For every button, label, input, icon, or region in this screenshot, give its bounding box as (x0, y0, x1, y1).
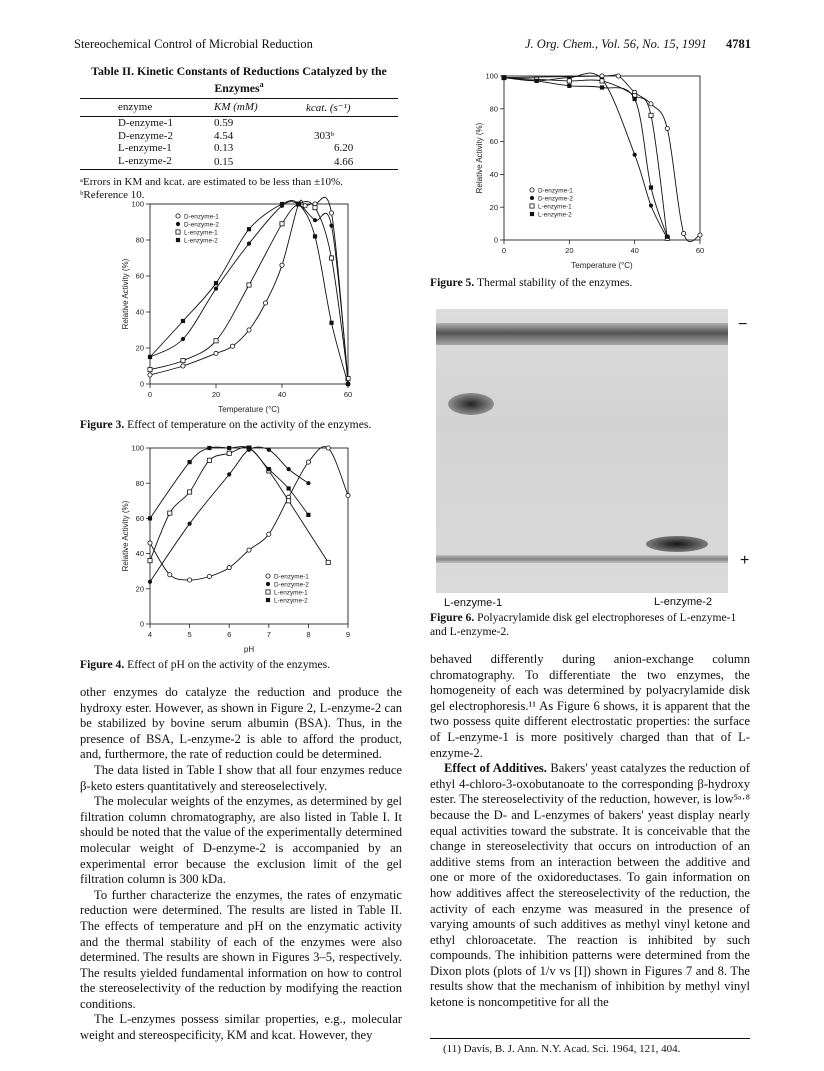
right-column-text (430, 652, 750, 1011)
gel-minus-sign: − (738, 316, 748, 333)
figure-4-caption: Figure 4. Effect of pH on the activity of the enzymes. (80, 658, 331, 671)
table-row (80, 142, 398, 155)
gel-band-l-enzyme-2 (646, 536, 708, 552)
data-point (267, 467, 271, 471)
cell-kcat: 4.66 (334, 155, 354, 168)
data-point (600, 85, 604, 89)
running-title: Stereochemical Control of Microbial Reduction (74, 37, 313, 51)
legend-label: D-enzyme-1 (538, 187, 573, 195)
paragraph: The molecular weights of the enzymes, as determined by gel filtration column chromatography, are also listed in Table I. It should be noted that the value of the experimentally determined molecular weight of D-enzyme-2 is accompanied by an experimental error because the exclusion limit of the gel filtration column is 300 kDa. (80, 794, 402, 887)
figure-6-caption: Figure 6. Polyacrylamide disk gel electrophoreses of L-enzyme-1 and L-enzyme-2. (430, 611, 737, 638)
gel-plus-sign: + (740, 552, 750, 569)
series-line-l-enzyme-2 (504, 78, 667, 237)
legend-marker (176, 222, 180, 226)
y-tick-label: 60 (135, 514, 144, 523)
legend-marker (266, 582, 270, 586)
y-tick-label: 80 (489, 104, 498, 114)
data-point (346, 382, 350, 386)
chart-legend (266, 573, 309, 604)
table-title: Table II. Kinetic Constants of Reductions Catalyzed by the Enzymes$^a$ (91, 64, 387, 95)
legend-marker (266, 598, 270, 602)
figure-4-chart (118, 440, 368, 660)
data-point (168, 573, 172, 577)
gel-top-band (436, 323, 728, 345)
data-point (214, 339, 218, 343)
cell-kcat: 303ᵇ (314, 129, 334, 142)
data-point (326, 446, 330, 450)
plot-frame (150, 448, 348, 624)
data-point (633, 153, 637, 157)
data-point (227, 446, 231, 450)
data-point (263, 301, 267, 305)
x-tick-label: 60 (343, 390, 353, 399)
legend-label: L-enzyme-1 (274, 589, 308, 597)
gel-bottom-band (436, 555, 728, 563)
data-point (247, 242, 251, 246)
y-tick-label: 60 (489, 137, 498, 147)
data-point (214, 281, 218, 285)
y-tick-label: 40 (135, 307, 144, 317)
data-point (247, 227, 251, 231)
series-line-d-enzyme-1 (504, 75, 700, 242)
paragraph-additives (430, 761, 750, 1011)
cell-kcat: 6.20 (334, 142, 354, 155)
data-point (649, 113, 653, 117)
x-tick-label: 4 (147, 630, 153, 639)
x-tick-label: 7 (266, 630, 271, 639)
legend-marker (530, 188, 534, 192)
y-axis-label: Relative Activity (%) (121, 500, 130, 572)
y-tick-label: 40 (135, 549, 144, 559)
data-point (329, 224, 333, 228)
x-tick-label: 40 (277, 390, 287, 399)
legend-label: L-enzyme-2 (184, 237, 218, 245)
data-point (188, 460, 192, 464)
data-point (280, 263, 284, 267)
section-heading: Effect of Additives. (444, 761, 547, 776)
x-tick-label: 40 (630, 246, 639, 255)
legend-label: D-enzyme-2 (184, 221, 219, 229)
data-point (326, 560, 330, 564)
x-axis-label: Temperature (°C) (218, 405, 280, 414)
data-point (168, 511, 172, 515)
cell-enzyme: L-enzyme-1 (118, 142, 172, 155)
col-header-kcat: kcat. (s⁻¹) (306, 98, 398, 116)
series-line-d-enzyme-1 (150, 447, 348, 581)
legend-label: D-enzyme-2 (274, 581, 309, 589)
data-point (227, 451, 231, 455)
y-tick-label: 100 (131, 199, 144, 209)
legend-marker (176, 238, 180, 242)
data-point (329, 256, 333, 260)
cell-km: 0.13 (214, 142, 234, 155)
y-axis-label: Relative Activity (%) (121, 258, 130, 330)
data-point (148, 516, 152, 520)
table-row (80, 155, 398, 170)
x-tick-label: 9 (345, 630, 351, 639)
data-point (682, 231, 686, 235)
x-tick-label: 0 (501, 246, 507, 255)
series-line-l-enzyme-1 (504, 78, 667, 239)
col-header-enzyme: enzyme (80, 98, 214, 116)
data-point (227, 566, 231, 570)
data-point (214, 287, 218, 291)
x-tick-label: 8 (306, 630, 311, 639)
legend-marker (266, 590, 270, 594)
data-point (148, 373, 152, 377)
legend-marker (530, 204, 534, 208)
data-point (287, 499, 291, 503)
y-tick-label: 0 (139, 379, 144, 389)
x-tick-label: 0 (147, 390, 153, 399)
table-row (80, 116, 398, 129)
y-tick-label: 100 (485, 71, 498, 81)
kinetic-table (80, 98, 398, 170)
data-point (665, 235, 669, 239)
y-axis-label: Relative Activity (%) (475, 122, 484, 194)
data-point (230, 344, 234, 348)
data-point (287, 467, 291, 471)
data-point (306, 513, 310, 517)
data-point (207, 574, 211, 578)
data-point (502, 76, 506, 80)
cell-enzyme: D-enzyme-1 (118, 116, 173, 129)
data-point (567, 84, 571, 88)
data-point (616, 74, 620, 78)
data-point (329, 321, 333, 325)
y-tick-label: 60 (135, 271, 144, 281)
data-point (181, 364, 185, 368)
data-point (567, 79, 571, 83)
figure-5-chart (472, 66, 722, 276)
data-point (188, 490, 192, 494)
data-point (214, 351, 218, 355)
data-point (600, 79, 604, 83)
data-point (148, 368, 152, 372)
data-point (227, 472, 231, 476)
x-tick-label: 20 (211, 390, 221, 399)
data-point (313, 206, 317, 210)
data-point (267, 448, 271, 452)
data-point (181, 319, 185, 323)
figure-3-caption: Figure 3. Effect of temperature on the activity of the enzymes. (80, 418, 372, 431)
cell-enzyme: D-enzyme-2 (118, 129, 173, 142)
cell-km: 0.15 (214, 155, 234, 168)
y-tick-label: 20 (135, 343, 144, 353)
figure-5-caption: Figure 5. Thermal stability of the enzymes. (430, 276, 633, 289)
data-point (306, 460, 310, 464)
y-tick-label: 20 (489, 202, 498, 212)
gel-photo (436, 309, 728, 593)
data-point (303, 204, 307, 208)
series-markers-l-enzyme-2 (502, 76, 670, 239)
data-point (633, 97, 637, 101)
legend-label: L-enzyme-2 (274, 597, 308, 605)
data-point (148, 355, 152, 359)
figure-3-chart (118, 196, 368, 416)
data-point (346, 493, 350, 497)
left-column-text (80, 685, 402, 1044)
legend-marker (530, 212, 534, 216)
legend-label: L-enzyme-1 (538, 203, 572, 211)
paragraph: The data listed in Table I show that all four enzymes reduce β-keto esters quantitatively and stereoselectively. (80, 762, 402, 793)
x-axis-label: pH (243, 645, 255, 654)
col-header-km: KM (mM) (214, 98, 306, 116)
series-markers-d-enzyme-2 (148, 448, 311, 584)
legend-label: L-enzyme-1 (184, 229, 218, 237)
footnote-rule (430, 1038, 750, 1039)
journal-citation: J. Org. Chem., Vol. 56, No. 15, 1991 (525, 37, 707, 51)
table-row (80, 130, 398, 143)
series-markers-l-enzyme-1 (502, 76, 670, 241)
data-point (181, 359, 185, 363)
gel-band-l-enzyme-1 (448, 393, 494, 415)
cell-kcat (306, 116, 398, 129)
data-point (148, 559, 152, 563)
legend-marker (530, 196, 534, 200)
data-point (207, 458, 211, 462)
legend-label: D-enzyme-1 (184, 213, 219, 221)
data-point (247, 548, 251, 552)
x-tick-label: 60 (695, 246, 705, 255)
paragraph: The L-enzymes possess similar properties, e.g., molecular weight and stereospecificity, KM and kcat. However, they (80, 1012, 402, 1043)
data-point (148, 580, 152, 584)
paragraph-text: Bakers' yeast catalyzes the reduction of ethyl 4-chloro-3-oxobutanoate to the corresponding β-hydroxy ester. The stereoselectivity of the reduction, however, is low⁵ᵃ·⁸ because the D- and L-enzymes of bakers' yeast display nearly equal activities toward the substrate. It is conceivable that the change in stereoselectivity that occurs on introduction of an additive stems from an interaction between the additive and one or more of the oxidoreductases. To gain information on how additives affect the stereoselectivity of the reduction, the activity of each enzyme was measured in the presence of varying amounts of such additives as methyl vinyl ketone and ethyl chloroacetate. The reaction is inhibited by such compounds. The inhibition patterns were determined from the Dixon plots (plots of 1/v vs [I]) shown in Figures 7 and 8. The results show that the mechanism of inhibition by methyl vinyl ketone is noncompetitive for all the (430, 761, 750, 1010)
data-point (313, 218, 317, 222)
data-point (207, 446, 211, 450)
table-footnote-a: ᵃErrors in KM and kcat. are estimated to be less than ±10%. (80, 176, 343, 189)
data-point (698, 233, 702, 237)
gel-label-right: L-enzyme-2 (654, 596, 713, 608)
data-point (665, 126, 669, 130)
x-tick-label: 5 (187, 630, 192, 639)
data-point (649, 185, 653, 189)
data-point (329, 211, 333, 215)
data-point (188, 522, 192, 526)
series-markers-d-enzyme-2 (502, 76, 670, 241)
x-axis-label: Temperature (°C) (571, 261, 633, 270)
page-number: 4781 (726, 37, 751, 51)
chart-legend (530, 187, 573, 218)
y-tick-label: 0 (139, 619, 144, 629)
footnote-11: (11) Davis, B. J. Ann. N.Y. Acad. Sci. 1964, 121, 404. (443, 1043, 681, 1055)
table-ii (80, 64, 398, 202)
legend-label: L-enzyme-2 (538, 211, 572, 219)
cell-km: 4.54 (214, 129, 234, 142)
data-point (287, 486, 291, 490)
data-point (535, 79, 539, 83)
data-point (649, 102, 653, 106)
gel-label-left: L-enzyme-1 (444, 597, 503, 609)
chart-legend (176, 213, 219, 244)
data-point (306, 481, 310, 485)
data-point (247, 446, 251, 450)
data-point (280, 202, 284, 206)
legend-label: D-enzyme-2 (538, 195, 573, 203)
paragraph: To further characterize the enzymes, the rates of enzymatic reduction were determined. The results are listed in Table II. The effects of temperature and pH on the enzymatic activity and the thermal stability of each of the enzymes were also determined. The results are shown in Figures 3–5, respectively. The results yielded fundamental information on how to control the stereoselectivity of the reduction by modifying the reaction conditions. (80, 887, 402, 1011)
paragraph: behaved differently during anion-exchange column chromatography. To differentiate the two enzymes, the homogeneity of each was determined by polyacrylamide disk gel electrophoresis.¹¹ As Figure 6 shows, it is apparent that the two possess quite different electrostatic properties: the surface of L-enzyme-1 is more positively charged than that of L-enzyme-2. (430, 652, 750, 760)
data-point (649, 203, 653, 207)
table-footnote-b: ᵇReference 10. (80, 189, 145, 202)
data-point (148, 541, 152, 545)
y-tick-label: 20 (135, 584, 144, 594)
data-point (280, 222, 284, 226)
x-tick-label: 6 (227, 630, 232, 639)
paragraph: other enzymes do catalyze the reduction and produce the hydroxy ester. However, as shown in Figure 2, L-enzyme-2 can be stabilized by bovine serum albumin (BSA). Thus, in the presence of BSA, L-enzyme-2 is able to afford the product, and, furthermore, the rate of reduction could be determined. (80, 685, 402, 762)
data-point (296, 202, 300, 206)
x-tick-label: 20 (565, 246, 574, 255)
data-point (188, 578, 192, 582)
legend-marker (176, 214, 180, 218)
series-line-d-enzyme-2 (150, 447, 308, 582)
y-tick-label: 100 (131, 443, 144, 453)
y-tick-label: 80 (135, 235, 144, 245)
data-point (247, 328, 251, 332)
cell-enzyme: L-enzyme-2 (118, 154, 172, 167)
legend-marker (176, 230, 180, 234)
y-tick-label: 80 (135, 478, 144, 488)
data-point (267, 532, 271, 536)
legend-marker (266, 574, 270, 578)
y-tick-label: 0 (493, 235, 498, 245)
series-markers-d-enzyme-1 (148, 446, 350, 582)
legend-label: D-enzyme-1 (274, 573, 309, 581)
data-point (313, 234, 317, 238)
y-tick-label: 40 (489, 170, 498, 179)
data-point (181, 337, 185, 341)
data-point (247, 283, 251, 287)
cell-km: 0.59 (214, 116, 234, 129)
